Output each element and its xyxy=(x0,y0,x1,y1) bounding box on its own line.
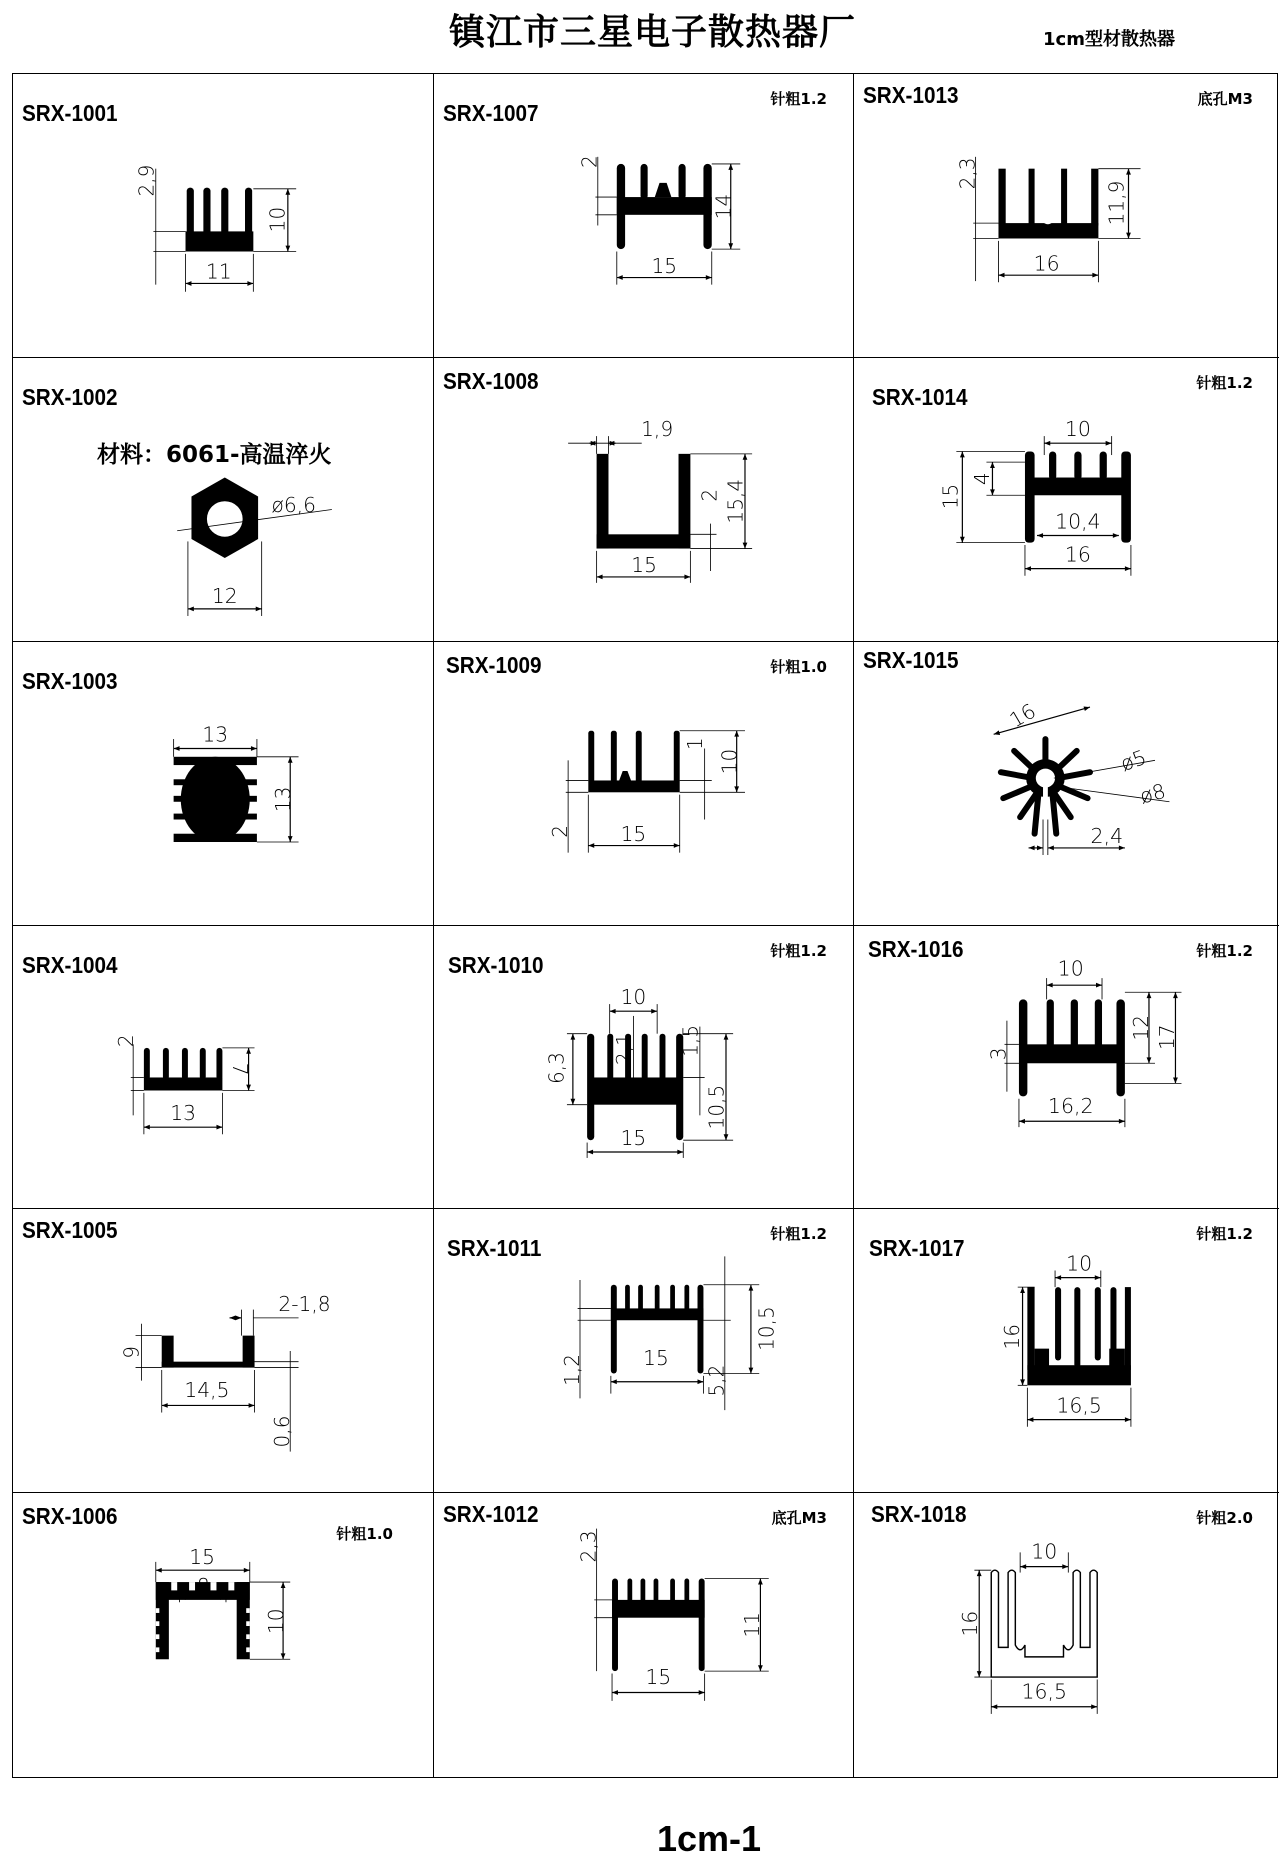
product-cell-srx-1017 xyxy=(854,1209,1279,1493)
product-cell-srx-1015 xyxy=(854,642,1279,926)
spec-note: 针粗1.2 xyxy=(1196,941,1253,960)
model-label: SRX-1011 xyxy=(447,1235,542,1262)
product-cell-srx-1005 xyxy=(13,1209,434,1493)
dimension-label: 2,3 xyxy=(955,157,980,190)
profile-drawing xyxy=(13,74,433,357)
model-label: SRX-1008 xyxy=(443,367,539,394)
product-cell-srx-1013 xyxy=(854,74,1279,358)
profile-drawing xyxy=(434,1493,853,1777)
dimension-label: 8 xyxy=(196,1573,210,1598)
dimension-label: 2 xyxy=(547,824,572,838)
dimension-label: 1,5 xyxy=(678,1024,703,1057)
product-cell-srx-1003 xyxy=(13,642,434,926)
model-label: SRX-1013 xyxy=(863,82,959,108)
profile-drawing xyxy=(854,358,1279,641)
dimension-label: 11 xyxy=(740,1612,765,1638)
profile-drawing xyxy=(434,358,853,641)
material-note: 材料：6061-高温淬火 xyxy=(97,441,332,468)
model-label: SRX-1018 xyxy=(871,1501,967,1528)
spec-note: 针粗1.2 xyxy=(1196,1225,1253,1244)
dimension-label: 16 xyxy=(1005,698,1040,732)
dimension-label: 0,6 xyxy=(269,1415,295,1448)
dimension-label: 10 xyxy=(265,206,290,233)
dimension-label: 7 xyxy=(228,1062,253,1076)
dimension-label: 14 xyxy=(711,193,736,220)
product-cell-srx-1002 xyxy=(13,358,434,642)
product-cell-srx-1016 xyxy=(854,926,1279,1210)
dimension-label: 15 xyxy=(938,483,963,510)
dimension-label: 14,5 xyxy=(184,1378,230,1403)
profile-drawing xyxy=(13,926,433,1209)
dimension-label: 6,3 xyxy=(544,1051,569,1084)
product-cell-srx-1009 xyxy=(434,642,854,926)
product-cell-srx-1010 xyxy=(434,926,854,1210)
model-label: SRX-1015 xyxy=(863,646,959,673)
dimension-label: 10,5 xyxy=(754,1306,779,1352)
model-label: SRX-1002 xyxy=(22,383,118,410)
dimension-label: 2,3 xyxy=(576,1530,601,1563)
product-cell-srx-1008 xyxy=(434,358,854,642)
dimension-label: 10,5 xyxy=(704,1084,729,1129)
profile-drawing xyxy=(434,1209,853,1492)
dimension-label: 15 xyxy=(643,1346,669,1371)
dimension-label: 11,9 xyxy=(1104,180,1129,226)
dimension-label: 10 xyxy=(1031,1539,1058,1564)
dimension-label: 2,9 xyxy=(134,164,159,197)
dimension-label: 10,4 xyxy=(1055,509,1101,534)
dimension-label: 16 xyxy=(999,1324,1024,1350)
profile-drawing xyxy=(13,1209,433,1492)
dimension-label: 10 xyxy=(264,1608,289,1635)
model-label: SRX-1010 xyxy=(448,951,544,978)
profile-drawing xyxy=(434,74,853,357)
dimension-label: 1 xyxy=(683,737,708,750)
dimension-label: ø8 xyxy=(1137,778,1169,809)
model-label: SRX-1016 xyxy=(868,935,964,962)
dimension-label: 17 xyxy=(1155,1023,1180,1050)
dimension-label: ø6,6 xyxy=(271,492,317,517)
dimension-label: 10 xyxy=(1066,1252,1093,1276)
page-title: 镇江市三星电子散热器厂 xyxy=(448,12,856,53)
model-label: SRX-1005 xyxy=(22,1217,118,1244)
profile-drawing xyxy=(13,1493,433,1777)
product-cell-srx-1007 xyxy=(434,74,854,358)
dimension-label: 15 xyxy=(645,1665,672,1690)
spec-note: 针粗1.2 xyxy=(770,941,827,960)
profile-drawing xyxy=(854,642,1279,925)
product-cell-srx-1004 xyxy=(13,926,434,1210)
dimension-label: 2,4 xyxy=(1090,824,1124,848)
profile-drawing xyxy=(13,642,433,925)
dimension-label: 2,1 xyxy=(612,1032,637,1065)
model-label: SRX-1004 xyxy=(22,951,118,978)
spec-note: 针粗1.0 xyxy=(336,1525,393,1544)
dimension-label: 15 xyxy=(631,553,657,578)
product-cell-srx-1012 xyxy=(434,1493,854,1777)
dimension-label: 16 xyxy=(1064,542,1091,567)
dimension-label: 11 xyxy=(205,259,232,284)
spec-note: 针粗1.2 xyxy=(770,1225,827,1244)
dimension-label: ø5 xyxy=(1117,744,1150,776)
profile-drawing xyxy=(854,1493,1279,1777)
model-label: SRX-1007 xyxy=(443,100,539,126)
profile-drawing xyxy=(854,1209,1279,1492)
dimension-label: 16 xyxy=(957,1610,982,1637)
spec-note: 针粗2.0 xyxy=(1196,1509,1253,1528)
profile-drawing xyxy=(13,358,433,641)
page-subtitle: 1cm型材散热器 xyxy=(1043,29,1175,50)
dimension-label: 6 xyxy=(118,1346,143,1359)
spec-note: 底孔M3 xyxy=(1197,90,1253,108)
dimension-label: 15,4 xyxy=(723,478,748,524)
spec-note: 针粗1.2 xyxy=(1196,373,1253,392)
spec-note: 底孔M3 xyxy=(771,1509,827,1528)
product-cell-srx-1006 xyxy=(13,1493,434,1777)
product-cell-srx-1011 xyxy=(434,1209,854,1493)
model-label: SRX-1003 xyxy=(22,667,118,694)
profile-drawing xyxy=(854,926,1279,1209)
dimension-label: 13 xyxy=(170,1100,197,1125)
dimension-label: 12 xyxy=(1128,1014,1153,1041)
dimension-label: 1,2 xyxy=(559,1354,584,1387)
dimension-label: 16,5 xyxy=(1056,1394,1102,1418)
dimension-label: 10 xyxy=(717,748,742,774)
dimension-label: 2 xyxy=(577,155,602,168)
dimension-label: 2 xyxy=(697,488,722,502)
model-label: SRX-1001 xyxy=(22,100,118,126)
product-cell-srx-1018 xyxy=(854,1493,1279,1777)
dimension-label: 1,9 xyxy=(641,416,674,441)
profile-drawing xyxy=(434,926,853,1209)
model-label: SRX-1006 xyxy=(22,1503,118,1530)
dimension-label: 13 xyxy=(202,722,229,747)
profile-drawing xyxy=(854,74,1279,357)
product-cell-srx-1014 xyxy=(854,358,1279,642)
model-label: SRX-1014 xyxy=(872,383,968,410)
dimension-label: 10 xyxy=(1057,956,1084,981)
dimension-label: 10 xyxy=(1064,417,1091,441)
dimension-label: 2-1,8 xyxy=(278,1292,331,1317)
dimension-label: 12 xyxy=(211,583,238,608)
dimension-label: 16 xyxy=(1033,251,1060,276)
dimension-label: 10 xyxy=(620,984,647,1009)
dimension-label: 4 xyxy=(969,472,994,485)
model-label: SRX-1012 xyxy=(443,1501,539,1528)
model-label: SRX-1009 xyxy=(446,651,542,678)
dimension-label: 15 xyxy=(189,1545,216,1570)
dimension-label: 16,2 xyxy=(1047,1093,1094,1118)
model-label: SRX-1017 xyxy=(869,1235,965,1262)
dimension-label: 2 xyxy=(114,1033,139,1047)
dimension-label: 13 xyxy=(271,786,296,812)
product-grid xyxy=(12,73,1278,1778)
page-number: 1cm-1 xyxy=(656,1818,762,1859)
spec-note: 针粗1.2 xyxy=(770,90,827,108)
dimension-label: 16,5 xyxy=(1021,1679,1067,1704)
product-cell-srx-1001 xyxy=(13,74,434,358)
spec-note: 针粗1.0 xyxy=(770,657,827,676)
dimension-label: 5,2 xyxy=(704,1364,729,1397)
dimension-label: 15 xyxy=(651,253,678,278)
profile-drawing xyxy=(434,642,853,925)
dimension-label: 15 xyxy=(620,821,647,846)
dimension-label: 3 xyxy=(986,1046,1011,1060)
dimension-label: 15 xyxy=(620,1125,647,1150)
